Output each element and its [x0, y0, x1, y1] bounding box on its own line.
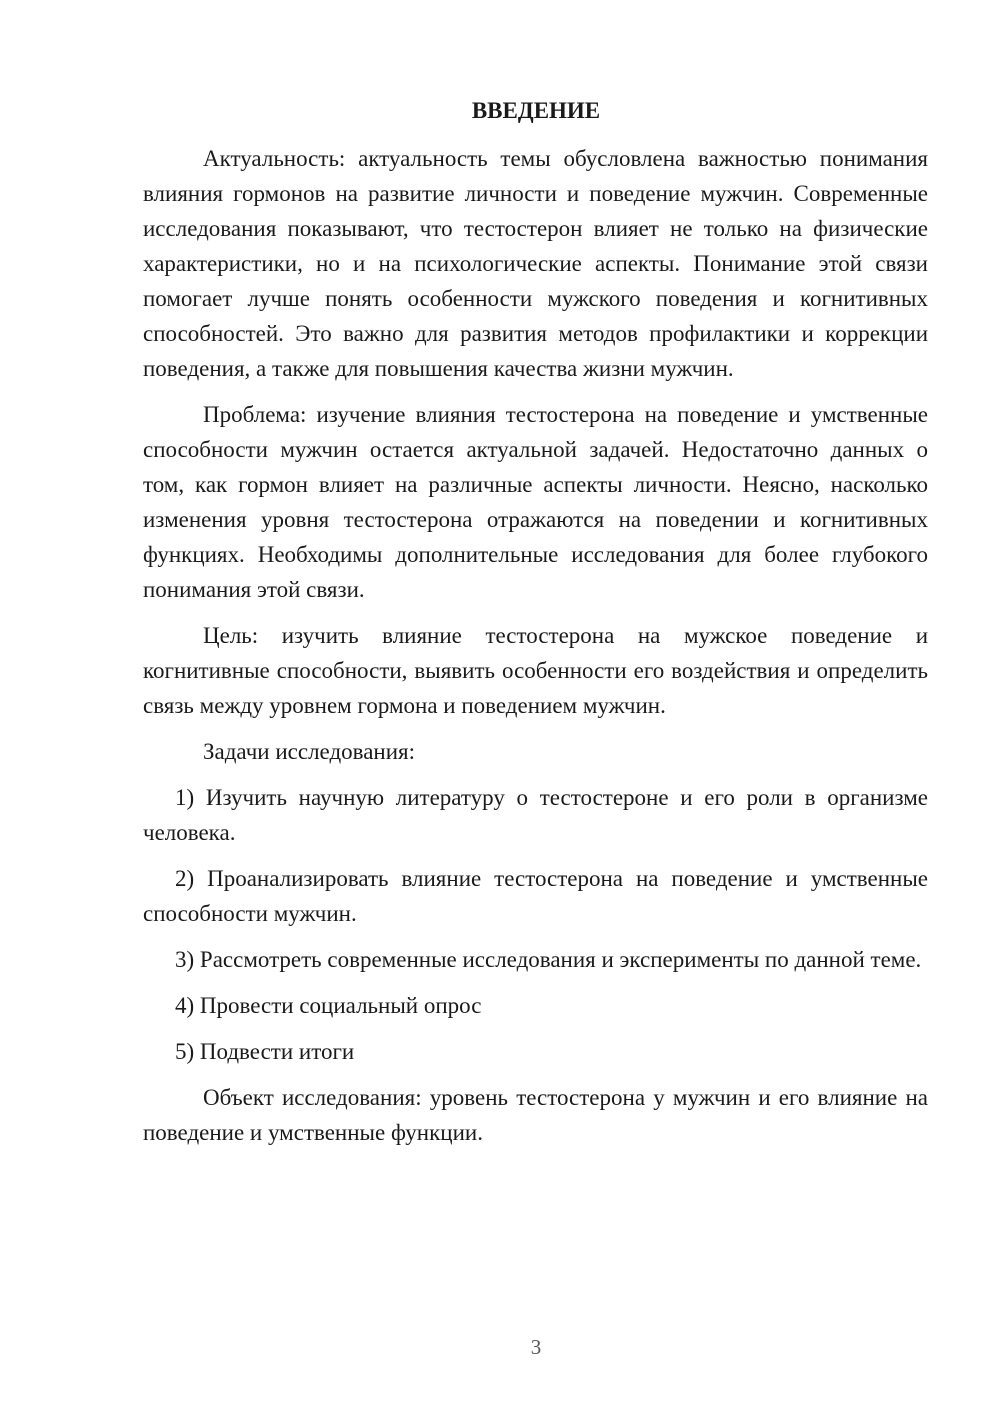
task-item-2: 2) Проанализировать влияние тестостерона на поведение и умственные способности мужчин.	[143, 866, 928, 926]
section-title: ВВЕДЕНИЕ	[471, 98, 601, 123]
document-body	[143, 141, 928, 1161]
paragraph-object: Объект исследования: уровень тестостерона у мужчин и его влияние на поведение и умственные функции.	[143, 1085, 928, 1145]
paragraph-goal: Цель: изучить влияние тестостерона на мужское поведение и когнитивные способности, выявить особенности его воздействия и определить связь между уровнем гормона и поведением мужчин.	[143, 623, 928, 718]
paragraph-relevance: Актуальность: актуальность темы обусловлена важностью понимания влияния гормонов на развитие личности и поведение мужчин. Современные исследования показывают, что тестостерон влияет не только на физические характеристики, но и на психологические аспекты. Понимание этой связи помогает лучше понять особенности мужского поведения и когнитивных способностей. Это важно для развития методов профилактики и коррекции поведения, а также для повышения качества жизни мужчин.	[143, 146, 928, 381]
tasks-heading: Задачи исследования:	[203, 739, 416, 764]
task-item-4: 4) Провести социальный опрос	[175, 993, 482, 1018]
page-number: 3	[530, 1335, 542, 1359]
task-item-1: 1) Изучить научную литературу о тестостероне и его роли в организме человека.	[143, 785, 928, 845]
paragraph-problem: Проблема: изучение влияния тестостерона на поведение и умственные способности мужчин остается актуальной задачей. Недостаточно данных о том, как гормон влияет на различные аспекты личности. Неясно, насколько изменения уровня тестостерона отражаются на поведении и когнитивных функциях. Необходимы дополнительные исследования для более глубокого понимания этой связи.	[143, 402, 928, 602]
task-item-3: 3) Рассмотреть современные исследования и эксперименты по данной теме.	[175, 947, 922, 972]
task-item-5: 5) Подвести итоги	[175, 1039, 355, 1064]
